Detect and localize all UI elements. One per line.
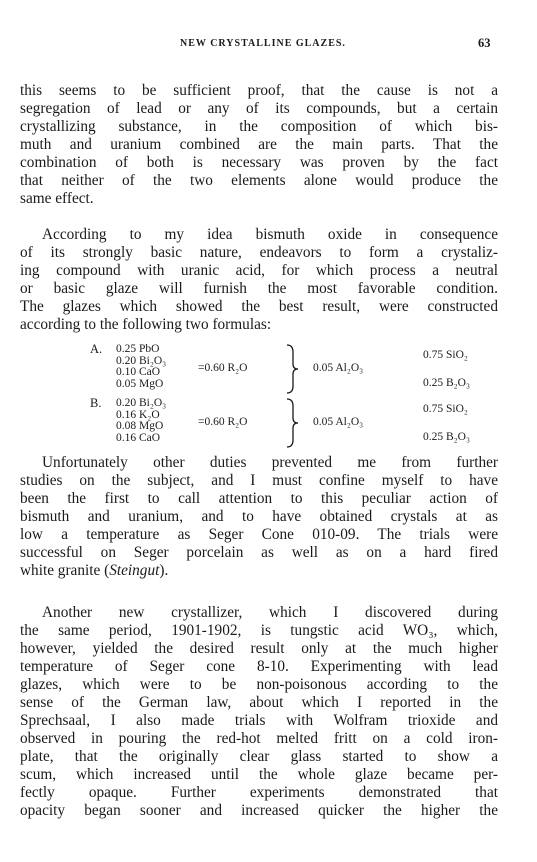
text-line: studies on the subject, and I must confine myself to have xyxy=(20,472,498,489)
right-brace-icon xyxy=(285,344,299,394)
oxide-line: 0.20 Bi₂O₃ xyxy=(116,397,167,409)
boric-term: 0.25 B₂O₃ xyxy=(423,377,470,389)
silica-term: 0.75 SiO₂ xyxy=(423,349,468,361)
text-fragment: ). xyxy=(159,562,169,579)
glaze-formulas xyxy=(88,344,488,450)
text-line: According to my idea bismuth oxide in consequence xyxy=(42,226,498,243)
text-line: bismuth and uranium, and to have obtained crystals at as xyxy=(20,508,498,525)
paragraph-1 xyxy=(20,82,498,208)
text-line: The glazes which showed the best result, were constructed xyxy=(20,298,498,315)
oxide-line: 0.25 PbO xyxy=(116,343,160,355)
right-brace-icon xyxy=(285,398,299,448)
paragraph-3 xyxy=(20,454,498,580)
text-line: of its strongly basic nature, endeavors to form a crystaliz- xyxy=(20,244,498,261)
boric-term: 0.25 B₂O₃ xyxy=(423,431,470,443)
page-number: 63 xyxy=(478,36,491,50)
ro-total: =0.60 R₂O xyxy=(198,416,248,428)
text-line: same effect. xyxy=(20,190,94,207)
text-line xyxy=(20,562,498,580)
base-oxides xyxy=(116,398,166,444)
paragraph-2 xyxy=(20,226,498,334)
text-line: plate, that the originally clear glass started to show a xyxy=(20,748,498,765)
text-line: Another new crystallizer, which I discovered during xyxy=(42,604,498,621)
text-fragment: white granite ( xyxy=(20,562,110,579)
italic-term: Steingut xyxy=(109,562,160,579)
formula-a xyxy=(88,344,488,396)
text-line: this seems to be sufficient proof, that the cause is not a xyxy=(20,82,498,99)
oxide-line: 0.16 CaO xyxy=(116,431,161,444)
text-line: according to the following two formulas: xyxy=(20,316,272,333)
text-line: however, yielded the desired result only at the much higher xyxy=(20,640,498,657)
text-line: combination of both is necessary was proven by the fact xyxy=(20,154,498,171)
running-head xyxy=(0,38,537,58)
text-line: the same period, 1901-1902, is tungstic acid WO₃, which, xyxy=(20,622,498,639)
text-line: Unfortunately other duties prevented me from further xyxy=(42,454,498,471)
oxide-line: 0.05 MgO xyxy=(116,377,164,390)
alumina-term: 0.05 Al₂O₃ xyxy=(313,416,364,428)
text-line: ing compound with uranic acid, for which process a neutral xyxy=(20,262,498,279)
text-line: low a temperature as Seger Cone 010-09. The trials were xyxy=(20,526,498,543)
text-line: muth and uranium combined are the main parts. That the xyxy=(20,136,498,153)
formula-label: A. xyxy=(90,342,103,356)
text-line: opacity began sooner and increased quicker the higher the xyxy=(20,802,498,819)
text-line: segregation of lead or any of its compounds, but a certain xyxy=(20,100,498,117)
paragraph-4 xyxy=(20,604,498,820)
text-line: successful on Seger porcelain as well as on a hard fired xyxy=(20,544,498,561)
text-line: crystallizing substance, in the composition of which bis- xyxy=(20,118,498,135)
oxide-line: 0.10 CaO xyxy=(116,366,161,378)
text-line: Sprechsaal, I also made trials with Wolfram trioxide and xyxy=(20,712,498,729)
alumina-term: 0.05 Al₂O₃ xyxy=(313,362,364,374)
running-title: NEW CRYSTALLINE GLAZES. xyxy=(180,38,346,49)
text-line: scum, which increased until the whole glaze became per- xyxy=(20,766,498,783)
base-oxides xyxy=(116,344,166,390)
formula-label: B. xyxy=(90,396,102,410)
text-line: fectly opaque. Further experiments demonstrated that xyxy=(20,784,498,801)
oxide-line: 0.20 Bi₂O₃ xyxy=(116,354,167,367)
text-line: sense of the German law, about which I reported in the xyxy=(20,694,498,711)
formula-b xyxy=(88,398,488,450)
oxide-line: 0.16 K₂O xyxy=(116,408,160,421)
text-line: temperature of Seger cone 8-10. Experimenting with lead xyxy=(20,658,498,675)
text-line: or basic glaze will furnish the most favorable condition. xyxy=(20,280,498,297)
text-line: glazes, which were to be non-poisonous according to the xyxy=(20,676,498,693)
text-line: been the first to call attention to this peculiar action of xyxy=(20,490,498,507)
silica-term: 0.75 SiO₂ xyxy=(423,403,468,415)
text-line: observed in pouring the red-hot melted fritt on a cold iron- xyxy=(20,730,498,747)
oxide-line: 0.08 MgO xyxy=(116,420,164,432)
ro-total: =0.60 R₂O xyxy=(198,362,248,374)
text-line: that neither of the two elements alone would produce the xyxy=(20,172,498,189)
